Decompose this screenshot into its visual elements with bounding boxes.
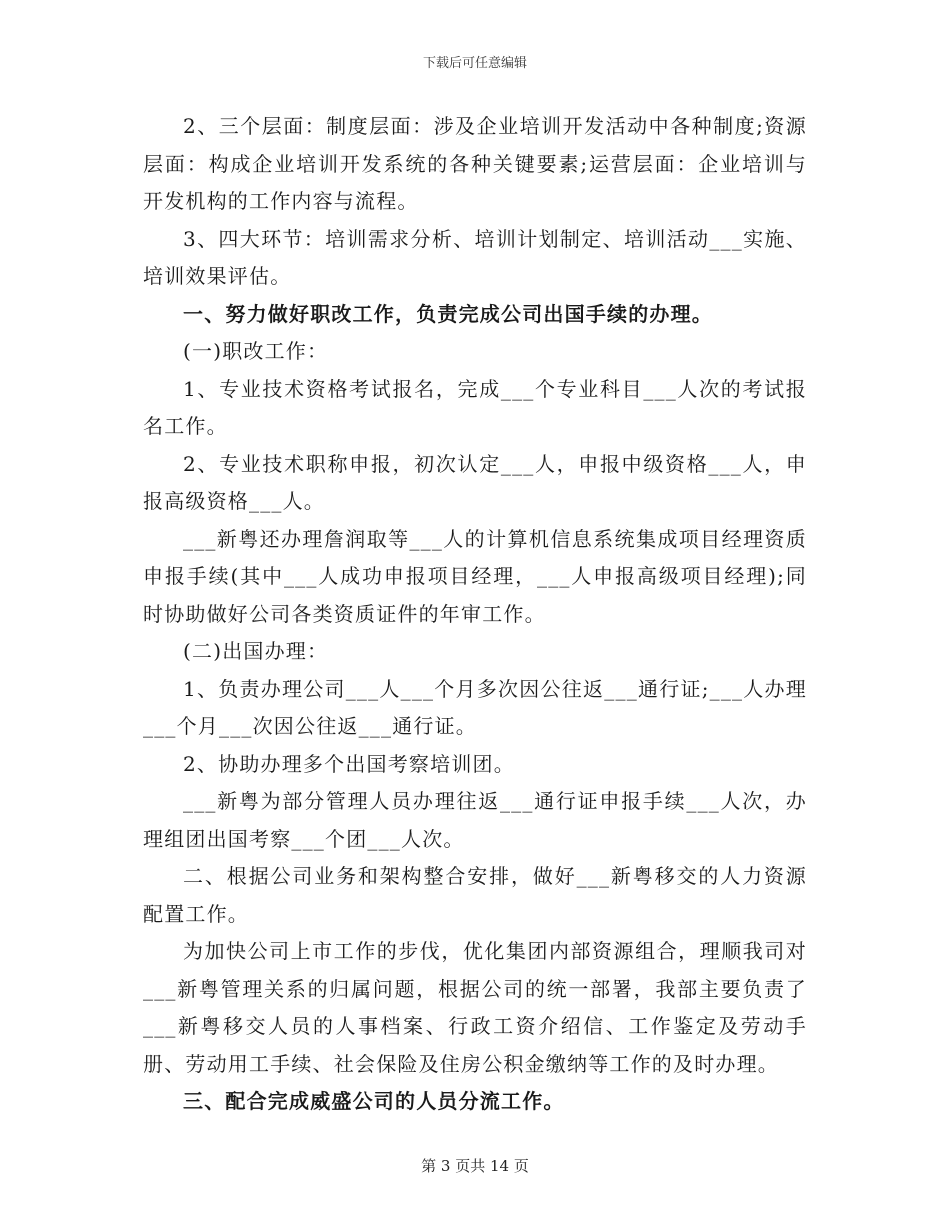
document-body [143, 108, 807, 1121]
paragraph-title-application: 2、专业技术职称申报，初次认定___人，申报中级资格___人，申报高级资格___人。 [143, 451, 807, 513]
section-heading-two: 二、根据公司业务和架构整合安排，做好___新粤移交的人力资源配置工作。 [143, 864, 807, 926]
paragraph-three-levels: 2、三个层面：制度层面：涉及企业培训开发活动中各种制度;资源层面：构成企业培训开发系统的各种关键要素;运营层面：企业培训与开发机构的工作内容与流程。 [143, 114, 807, 213]
paragraph-transfer-details: 为加快公司上市工作的步伐，优化集团内部资源组合，理顺我司对___新粤管理关系的归属问题，根据公司的统一部署，我部主要负责了___新粤移交人员的人事档案、行政工资介绍信、工作鉴定及劳动手册、劳动用工手续、社会保险及住房公积金缴纳等工作的及时办理。 [143, 939, 807, 1076]
page-header: 下载后可任意编辑 [422, 56, 527, 71]
paragraph-management-permits: ___新粤为部分管理人员办理往返___通行证申报手续___人次，办理组团出国考察___个团___人次。 [143, 789, 807, 851]
section-heading-three: 三、配合完成威盛公司的人员分流工作。 [183, 1089, 565, 1113]
paragraph-qualification-application: ___新粤还办理詹润取等___人的计算机信息系统集成项目经理资质申报手续(其中___人成功申报项目经理，___人申报高级项目经理);同时协助做好公司各类资质证件的年审工作。 [143, 526, 807, 626]
paragraph-four-stages: 3、四大环节：培训需求分析、培训计划制定、培训活动___实施、培训效果评估。 [143, 226, 807, 288]
paragraph-delegation-assist: 2、协助办理多个出国考察培训团。 [183, 751, 515, 776]
subsection-heading-overseas: (二)出国办理： [183, 639, 329, 663]
subsection-heading-title-reform: (一)职改工作： [183, 339, 329, 363]
section-heading-one: 一、努力做好职改工作，负责完成公司出国手续的办理。 [183, 301, 713, 326]
paragraph-exam-registration: 1、专业技术资格考试报名，完成___个专业科目___人次的考试报名工作。 [143, 376, 807, 438]
paragraph-permit-processing: 1、负责办理公司___人___个月多次因公往返___通行证;___人办理___个月___次因公往返___通行证。 [143, 676, 807, 738]
page-footer: 第 3 页共 14 页 [421, 1157, 529, 1175]
